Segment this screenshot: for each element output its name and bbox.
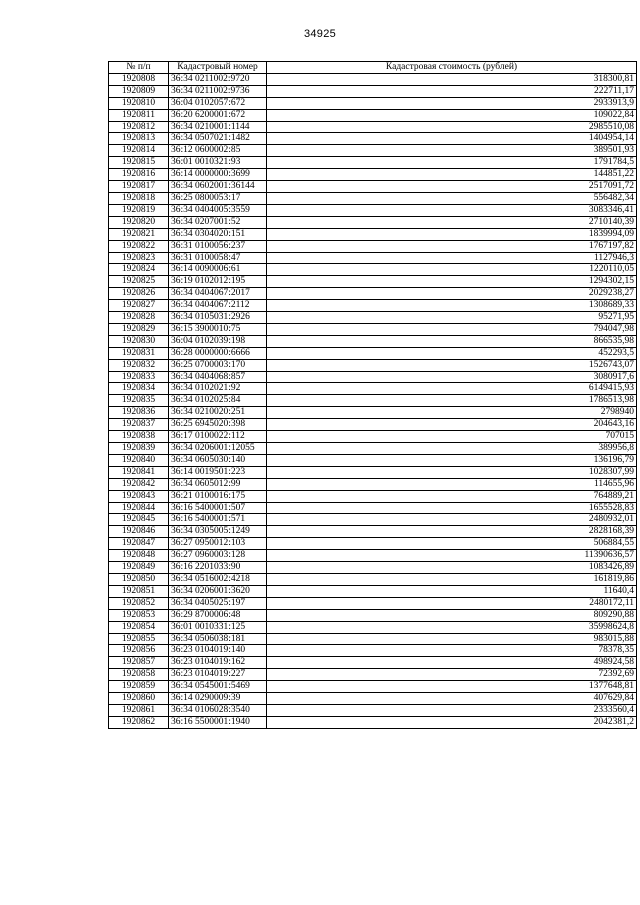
table-header-row — [109, 62, 637, 74]
cadastral-value-cell: 2710140,39 — [267, 216, 637, 228]
cadastral-number-cell: 36:20 6200001:672 — [169, 109, 267, 121]
cadastral-value-cell: 1028307,99 — [267, 466, 637, 478]
cadastral-value-cell: 78378,35 — [267, 645, 637, 657]
cadastral-number-cell: 36:31 0100056:237 — [169, 240, 267, 252]
cadastral-value-cell: 2985510,08 — [267, 121, 637, 133]
row-number-cell: 1920841 — [109, 466, 169, 478]
row-number-cell: 1920812 — [109, 121, 169, 133]
cadastral-number-cell: 36:31 0100058:47 — [169, 252, 267, 264]
cadastral-value-cell: 2480172,11 — [267, 597, 637, 609]
table-row — [109, 204, 637, 216]
cadastral-value-cell: 1294302,15 — [267, 276, 637, 288]
cadastral-value-cell: 1526743,07 — [267, 359, 637, 371]
cadastral-number-cell: 36:34 0507021:1482 — [169, 133, 267, 145]
table-row — [109, 145, 637, 157]
cadastral-number-cell: 36:25 0800053:17 — [169, 192, 267, 204]
row-number-cell: 1920827 — [109, 300, 169, 312]
cadastral-value-cell: 1767197,82 — [267, 240, 637, 252]
header-row-number: № п/п — [109, 62, 169, 74]
row-number-cell: 1920809 — [109, 85, 169, 97]
cadastral-value-table — [108, 61, 637, 729]
cadastral-value-cell: 389956,8 — [267, 443, 637, 455]
row-number-cell: 1920833 — [109, 371, 169, 383]
header-cadastral-value: Кадастровая стоимость (рублей) — [267, 62, 637, 74]
cadastral-value-cell: 11640,4 — [267, 585, 637, 597]
row-number-cell: 1920845 — [109, 514, 169, 526]
cadastral-value-cell: 318300,81 — [267, 73, 637, 85]
table-body — [109, 73, 637, 728]
row-number-cell: 1920835 — [109, 395, 169, 407]
cadastral-value-cell: 1655528,83 — [267, 502, 637, 514]
cadastral-value-cell: 222711,17 — [267, 85, 637, 97]
row-number-cell: 1920857 — [109, 657, 169, 669]
cadastral-value-cell: 2333560,4 — [267, 704, 637, 716]
cadastral-number-cell: 36:34 0506038:181 — [169, 633, 267, 645]
cadastral-number-cell: 36:34 0305005:1249 — [169, 526, 267, 538]
cadastral-value-cell: 809290,88 — [267, 609, 637, 621]
table-row — [109, 573, 637, 585]
cadastral-number-cell: 36:14 0090006:61 — [169, 264, 267, 276]
cadastral-number-cell: 36:19 0102012:195 — [169, 276, 267, 288]
table-row — [109, 133, 637, 145]
table-row — [109, 478, 637, 490]
cadastral-number-cell: 36:34 0605030:140 — [169, 454, 267, 466]
table-row — [109, 240, 637, 252]
table-row — [109, 109, 637, 121]
table-row — [109, 419, 637, 431]
row-number-cell: 1920839 — [109, 443, 169, 455]
table-row — [109, 169, 637, 181]
cadastral-value-cell: 1220110,05 — [267, 264, 637, 276]
cadastral-value-cell: 2480932,01 — [267, 514, 637, 526]
table-row — [109, 323, 637, 335]
cadastral-value-cell: 144851,22 — [267, 169, 637, 181]
row-number-cell: 1920829 — [109, 323, 169, 335]
cadastral-value-cell: 2933913,9 — [267, 97, 637, 109]
row-number-cell: 1920826 — [109, 288, 169, 300]
table-row — [109, 252, 637, 264]
cadastral-number-cell: 36:34 0210001:1144 — [169, 121, 267, 133]
cadastral-value-cell: 1308689,33 — [267, 300, 637, 312]
row-number-cell: 1920818 — [109, 192, 169, 204]
cadastral-number-cell: 36:25 0700003:170 — [169, 359, 267, 371]
cadastral-number-cell: 36:25 6945020:398 — [169, 419, 267, 431]
cadastral-number-cell: 36:04 0102057:672 — [169, 97, 267, 109]
row-number-cell: 1920808 — [109, 73, 169, 85]
table-row — [109, 192, 637, 204]
row-number-cell: 1920825 — [109, 276, 169, 288]
cadastral-number-cell: 36:29 8700006:48 — [169, 609, 267, 621]
cadastral-value-cell: 1839994,09 — [267, 228, 637, 240]
row-number-cell: 1920860 — [109, 693, 169, 705]
row-number-cell: 1920855 — [109, 633, 169, 645]
table-row — [109, 657, 637, 669]
table-row — [109, 633, 637, 645]
cadastral-number-cell: 36:34 0516002:4218 — [169, 573, 267, 585]
cadastral-number-cell: 36:16 5500001:1940 — [169, 716, 267, 728]
cadastral-value-cell: 2798940 — [267, 407, 637, 419]
cadastral-number-cell: 36:34 0404067:2112 — [169, 300, 267, 312]
table-row — [109, 443, 637, 455]
cadastral-number-cell: 36:34 0605012:99 — [169, 478, 267, 490]
cadastral-number-cell: 36:23 0104019:140 — [169, 645, 267, 657]
cadastral-number-cell: 36:34 0210020:251 — [169, 407, 267, 419]
table-row — [109, 562, 637, 574]
row-number-cell: 1920854 — [109, 621, 169, 633]
row-number-cell: 1920828 — [109, 312, 169, 324]
cadastral-value-cell: 11390636,57 — [267, 550, 637, 562]
row-number-cell: 1920861 — [109, 704, 169, 716]
table-row — [109, 181, 637, 193]
table-row — [109, 347, 637, 359]
cadastral-number-cell: 36:01 0010331:125 — [169, 621, 267, 633]
cadastral-value-cell: 1083426,89 — [267, 562, 637, 574]
page-number: 34925 — [303, 28, 337, 40]
row-number-cell: 1920830 — [109, 335, 169, 347]
cadastral-number-cell: 36:34 0404067:2017 — [169, 288, 267, 300]
table-row — [109, 502, 637, 514]
row-number-cell: 1920852 — [109, 597, 169, 609]
table-row — [109, 264, 637, 276]
cadastral-value-cell: 983015,88 — [267, 633, 637, 645]
cadastral-value-cell: 407629,84 — [267, 693, 637, 705]
row-number-cell: 1920824 — [109, 264, 169, 276]
cadastral-value-cell: 498924,58 — [267, 657, 637, 669]
cadastral-value-cell: 109022,84 — [267, 109, 637, 121]
cadastral-value-cell: 161819,86 — [267, 573, 637, 585]
row-number-cell: 1920819 — [109, 204, 169, 216]
cadastral-value-cell: 6149415,93 — [267, 383, 637, 395]
row-number-cell: 1920859 — [109, 681, 169, 693]
cadastral-number-cell: 36:14 0000000:3699 — [169, 169, 267, 181]
cadastral-number-cell: 36:34 0545001:5469 — [169, 681, 267, 693]
cadastral-number-cell: 36:34 0404005:3559 — [169, 204, 267, 216]
table-row — [109, 514, 637, 526]
table-row — [109, 716, 637, 728]
table-row — [109, 73, 637, 85]
table-row — [109, 395, 637, 407]
row-number-cell: 1920847 — [109, 538, 169, 550]
cadastral-number-cell: 36:16 2201033:90 — [169, 562, 267, 574]
cadastral-number-cell: 36:34 0105031:2926 — [169, 312, 267, 324]
cadastral-value-cell: 1786513,98 — [267, 395, 637, 407]
table-row — [109, 157, 637, 169]
cadastral-value-cell: 2042381,2 — [267, 716, 637, 728]
row-number-cell: 1920823 — [109, 252, 169, 264]
row-number-cell: 1920816 — [109, 169, 169, 181]
cadastral-value-cell: 2029238,27 — [267, 288, 637, 300]
cadastral-value-cell: 764889,21 — [267, 490, 637, 502]
row-number-cell: 1920811 — [109, 109, 169, 121]
row-number-cell: 1920849 — [109, 562, 169, 574]
cadastral-number-cell: 36:23 0104019:162 — [169, 657, 267, 669]
cadastral-number-cell: 36:14 0019501:223 — [169, 466, 267, 478]
cadastral-number-cell: 36:34 0102025:84 — [169, 395, 267, 407]
cadastral-number-cell: 36:15 3900010:75 — [169, 323, 267, 335]
cadastral-number-cell: 36:34 0211002:9720 — [169, 73, 267, 85]
row-number-cell: 1920851 — [109, 585, 169, 597]
row-number-cell: 1920813 — [109, 133, 169, 145]
cadastral-number-cell: 36:27 0960003:128 — [169, 550, 267, 562]
cadastral-value-cell: 136196,79 — [267, 454, 637, 466]
row-number-cell: 1920853 — [109, 609, 169, 621]
cadastral-value-cell: 1791784,5 — [267, 157, 637, 169]
cadastral-value-cell: 389501,93 — [267, 145, 637, 157]
cadastral-number-cell: 36:34 0206001:3620 — [169, 585, 267, 597]
cadastral-value-cell: 2517091,72 — [267, 181, 637, 193]
row-number-cell: 1920862 — [109, 716, 169, 728]
table-row — [109, 431, 637, 443]
table-row — [109, 621, 637, 633]
cadastral-value-cell: 114655,96 — [267, 478, 637, 490]
row-number-cell: 1920850 — [109, 573, 169, 585]
table-row — [109, 276, 637, 288]
cadastral-number-cell: 36:34 0207001:52 — [169, 216, 267, 228]
table-row — [109, 693, 637, 705]
cadastral-value-cell: 452293,5 — [267, 347, 637, 359]
cadastral-value-cell: 794047,98 — [267, 323, 637, 335]
cadastral-number-cell: 36:34 0211002:9736 — [169, 85, 267, 97]
table-row — [109, 383, 637, 395]
row-number-cell: 1920843 — [109, 490, 169, 502]
table-row — [109, 407, 637, 419]
cadastral-number-cell: 36:28 0000000:6666 — [169, 347, 267, 359]
cadastral-value-cell: 1127946,3 — [267, 252, 637, 264]
row-number-cell: 1920832 — [109, 359, 169, 371]
row-number-cell: 1920846 — [109, 526, 169, 538]
cadastral-number-cell: 36:04 0102039:198 — [169, 335, 267, 347]
row-number-cell: 1920834 — [109, 383, 169, 395]
row-number-cell: 1920814 — [109, 145, 169, 157]
cadastral-value-cell: 3080917,6 — [267, 371, 637, 383]
cadastral-number-cell: 36:34 0404068:857 — [169, 371, 267, 383]
row-number-cell: 1920821 — [109, 228, 169, 240]
cadastral-number-cell: 36:14 0290009:39 — [169, 693, 267, 705]
cadastral-number-cell: 36:17 0100022:112 — [169, 431, 267, 443]
table-row — [109, 85, 637, 97]
cadastral-number-cell: 36:01 0010321:93 — [169, 157, 267, 169]
table-row — [109, 359, 637, 371]
row-number-cell: 1920840 — [109, 454, 169, 466]
cadastral-number-cell: 36:34 0602001:36144 — [169, 181, 267, 193]
row-number-cell: 1920842 — [109, 478, 169, 490]
row-number-cell: 1920820 — [109, 216, 169, 228]
row-number-cell: 1920822 — [109, 240, 169, 252]
cadastral-value-cell: 556482,34 — [267, 192, 637, 204]
cadastral-number-cell: 36:16 5400001:571 — [169, 514, 267, 526]
table-row — [109, 669, 637, 681]
table-row — [109, 121, 637, 133]
cadastral-number-cell: 36:23 0104019:227 — [169, 669, 267, 681]
header-cadastral-number: Кадастровый номер — [169, 62, 267, 74]
cadastral-number-cell: 36:27 0950012:103 — [169, 538, 267, 550]
row-number-cell: 1920815 — [109, 157, 169, 169]
cadastral-number-cell: 36:34 0206001:12055 — [169, 443, 267, 455]
table-row — [109, 371, 637, 383]
table-row — [109, 228, 637, 240]
table-row — [109, 609, 637, 621]
cadastral-value-cell: 1404954,14 — [267, 133, 637, 145]
cadastral-value-cell: 35998624,8 — [267, 621, 637, 633]
table-row — [109, 550, 637, 562]
cadastral-number-cell: 36:34 0106028:3540 — [169, 704, 267, 716]
cadastral-number-cell: 36:16 5400001:507 — [169, 502, 267, 514]
row-number-cell: 1920817 — [109, 181, 169, 193]
cadastral-number-cell: 36:34 0102021:92 — [169, 383, 267, 395]
cadastral-number-cell: 36:34 0304020:151 — [169, 228, 267, 240]
table-row — [109, 538, 637, 550]
table-row — [109, 312, 637, 324]
table-row — [109, 466, 637, 478]
cadastral-number-cell: 36:34 0405025:197 — [169, 597, 267, 609]
table-row — [109, 490, 637, 502]
row-number-cell: 1920831 — [109, 347, 169, 359]
table-row — [109, 300, 637, 312]
cadastral-value-cell: 72392,69 — [267, 669, 637, 681]
cadastral-value-cell: 1377648,81 — [267, 681, 637, 693]
table-row — [109, 645, 637, 657]
table-row — [109, 526, 637, 538]
cadastral-value-cell: 3083346,41 — [267, 204, 637, 216]
cadastral-value-cell: 866535,98 — [267, 335, 637, 347]
cadastral-value-cell: 95271,95 — [267, 312, 637, 324]
row-number-cell: 1920810 — [109, 97, 169, 109]
table-row — [109, 585, 637, 597]
row-number-cell: 1920858 — [109, 669, 169, 681]
table-row — [109, 597, 637, 609]
cadastral-value-cell: 204643,16 — [267, 419, 637, 431]
row-number-cell: 1920836 — [109, 407, 169, 419]
cadastral-number-cell: 36:21 0100016:175 — [169, 490, 267, 502]
table-row — [109, 97, 637, 109]
row-number-cell: 1920838 — [109, 431, 169, 443]
cadastral-number-cell: 36:12 0600002:85 — [169, 145, 267, 157]
cadastral-value-cell: 2828168,39 — [267, 526, 637, 538]
table-row — [109, 335, 637, 347]
row-number-cell: 1920837 — [109, 419, 169, 431]
table-row — [109, 681, 637, 693]
table-row — [109, 454, 637, 466]
row-number-cell: 1920856 — [109, 645, 169, 657]
row-number-cell: 1920848 — [109, 550, 169, 562]
cadastral-value-cell: 506884,55 — [267, 538, 637, 550]
row-number-cell: 1920844 — [109, 502, 169, 514]
cadastral-value-cell: 707015 — [267, 431, 637, 443]
table-row — [109, 216, 637, 228]
table-row — [109, 288, 637, 300]
table-row — [109, 704, 637, 716]
